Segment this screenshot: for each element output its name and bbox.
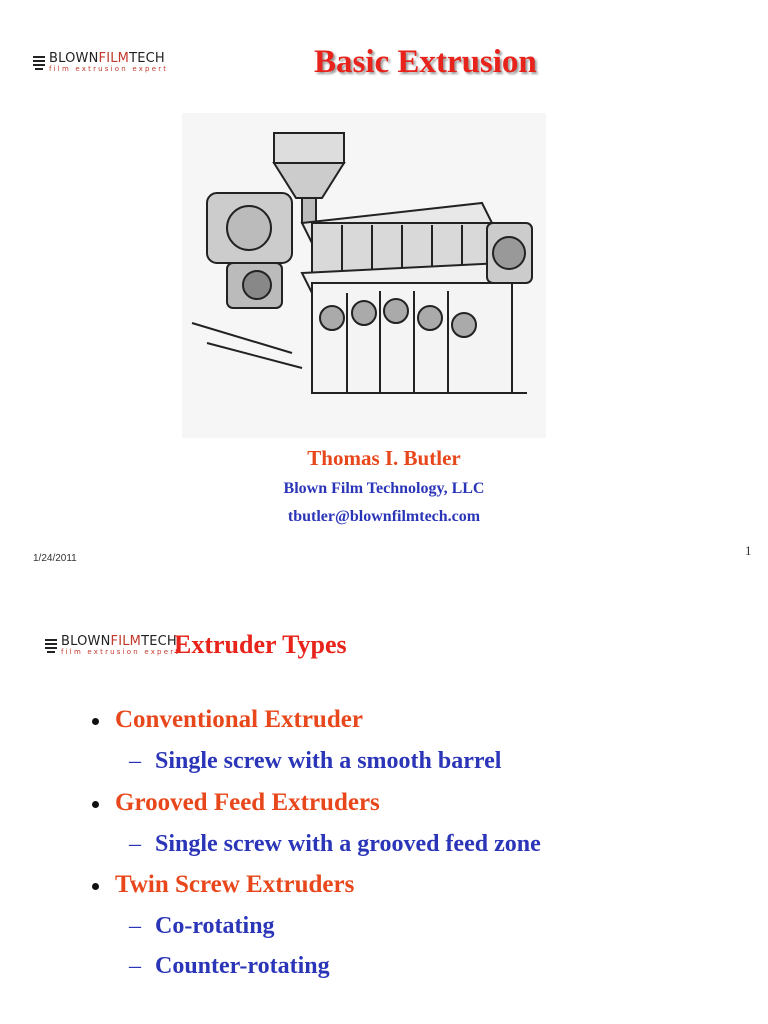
company-logo (44, 635, 180, 656)
bullet-item: Grooved Feed Extruders (115, 789, 380, 817)
logo-mark-icon (44, 637, 58, 655)
logo-name: BLOWNFILMTECH (49, 51, 165, 66)
page-number: 1 (745, 543, 752, 558)
slide-date: 1/24/2011 (33, 553, 77, 564)
extruder-illustration (182, 113, 546, 438)
sub-bullet-item: – Co-rotating (129, 913, 275, 939)
slide-title: Basic Extrusion (314, 44, 537, 80)
sub-bullet-item: – Single screw with a smooth barrel (129, 748, 502, 774)
logo-name: BLOWNFILMTECH (61, 634, 177, 649)
company-name: Blown Film Technology, LLC (283, 480, 485, 497)
bullet-dot-icon (92, 883, 99, 890)
logo-mark-icon (32, 54, 46, 72)
logo-tagline: film extrusion expert (61, 648, 181, 656)
sub-bullet-item: – Counter-rotating (129, 953, 330, 979)
bullet-item: Twin Screw Extruders (115, 871, 354, 899)
sub-bullet-item: – Single screw with a grooved feed zone (129, 831, 541, 857)
bullet-item: Conventional Extruder (115, 706, 363, 734)
author-email: tbutler@blownfilmtech.com (287, 508, 481, 525)
bullet-dot-icon (92, 718, 99, 725)
bullet-dot-icon (92, 801, 99, 808)
logo-tagline: film extrusion expert (49, 65, 169, 73)
slide-title: Extruder Types (174, 630, 347, 659)
author-name: Thomas I. Butler (307, 446, 461, 470)
company-logo (32, 52, 168, 73)
